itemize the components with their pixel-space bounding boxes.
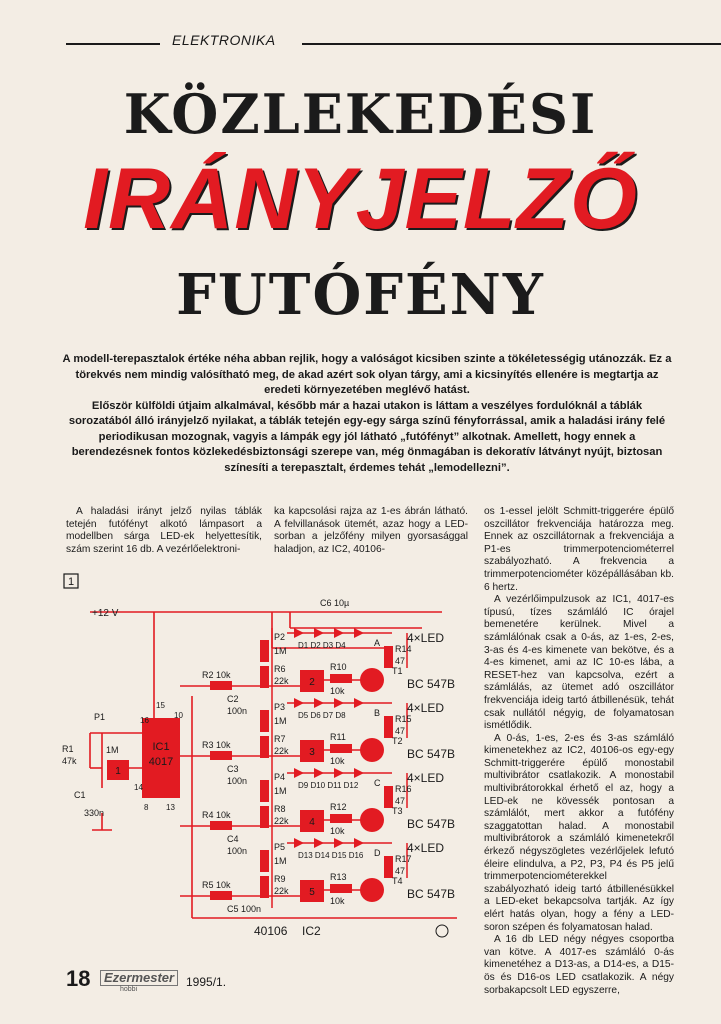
- stage-1-r-label: R2 10k: [202, 670, 231, 680]
- pin-10: 10: [174, 711, 183, 720]
- body-column-3: [484, 506, 674, 997]
- stage-4-transistor-label: T4: [392, 876, 403, 886]
- stage-1-led-1: [294, 628, 304, 638]
- pin-15: 15: [156, 701, 165, 710]
- stage-3-base-resistor: [330, 814, 352, 823]
- stage-2-transistor-type: BC 547B: [407, 747, 456, 761]
- col3-text-1: os 1-essel jelölt Schmitt-triggerére épülő oszcillátor frekvenciája határozza meg. Ennek az oszcillátornak a frekvenciája a P1-es trimmerpotenciométerrel szabályozható. A frekvencia a trimmerpotenciométer középállásában kb. 6 hertz.: [484, 506, 674, 593]
- stage-2-base-resistor: [330, 744, 352, 753]
- stage-3-tag: C: [374, 778, 381, 788]
- ic1-label: IC1: [152, 741, 170, 753]
- stage-3-rr-value: 22k: [274, 816, 289, 826]
- c1-value: 330n: [84, 808, 105, 818]
- stage-2-rr-label: R7: [274, 734, 286, 744]
- stage-4-collector-resistor: [384, 856, 393, 878]
- magazine-logo-sub: hobbi: [120, 986, 138, 993]
- pin-16: 16: [140, 716, 149, 725]
- stage-1-rr-label: R6: [274, 664, 286, 674]
- stage-1-collector-resistor: [384, 646, 393, 668]
- ic2-type: 40106: [254, 924, 288, 938]
- stage-4-p-value: 1M: [274, 856, 287, 866]
- stage-2-rb-value: 10k: [330, 756, 345, 766]
- stage-3-c-label: C4: [227, 834, 239, 844]
- stage-1-rt-label: R14: [395, 644, 412, 654]
- stage-3-collector-resistor: [384, 786, 393, 808]
- stage-1-rr-value: 22k: [274, 676, 289, 686]
- title-line-3: FUTÓFÉNY: [176, 262, 545, 328]
- stage-1-resistor: [210, 681, 232, 690]
- stage-1-gate-number: 2: [309, 677, 315, 688]
- stage-3-led-1: [294, 768, 304, 778]
- stage-1-rb-label: R10: [330, 662, 347, 672]
- col3-text-3: A 0-ás, 1-es, 2-es és 3-as számláló kimenetekhez az IC2, 40106-os egy-egy Schmitt-triggerére épülő monostabil multivibrátor csatlakozik. A monostabil multivibrátorokkal érhető el az, hogy a LED-ek ne kövessék pontosan a számlálót, mert akkor a futófény szaggatottan halad. A monostabil multivibrátorok a számláló kimenetekről érkező négyszögletes vezérlőjelek lefutó éleire elindulva, a P2, P3, P4 és P5 jelű trimmerpotenciométerekkel szabályozható ideig tartó átbillenésükkel a LED-eket bekapcsolva tartják. Az így elért hatás olyan, hogy a fény a LED-soron szépen és folyamatosan halad.: [484, 732, 674, 933]
- stage-3-c-value: 100n: [227, 846, 248, 856]
- header-rule-right: [302, 43, 721, 45]
- title-line-1: KÖZLEKEDÉSI: [123, 82, 598, 146]
- stage-3-led-count: 4×LED: [407, 771, 445, 785]
- header-rule-left: [66, 43, 160, 45]
- col3-text-2: A vezérlőimpulzusok az IC1, 4017-es típusú, tízes számláló IC órajel bemenetére kerülnek. Mivel a számlálónak csak a 0-ás, az 1-es, 2-es, 3-as és 4-es kimenete van bekötve, és a 4-es kimenet, ami az IC 10-es lába, a RESET-hez van kapcsolva, ezért a számlálás, az ütemet adó oszcillátor frekvenciája ideig tartó átbillenésük, tehát csak nullától négyig, de folyamatosan ismétlődik.: [484, 594, 674, 732]
- stage-4-series-resistor: [260, 876, 269, 898]
- stage-4-rr-label: R9: [274, 874, 286, 884]
- stage-4-led-1: [294, 838, 304, 848]
- stage-2-p-value: 1M: [274, 716, 287, 726]
- stage-2-led-names: D5 D6 D7 D8: [298, 711, 346, 720]
- svg-text:1: 1: [115, 766, 121, 777]
- stage-3-series-resistor: [260, 806, 269, 828]
- stage-1-c-value: 100n: [227, 706, 248, 716]
- stage-2-transistor: [360, 738, 384, 762]
- stage-2-series-resistor: [260, 736, 269, 758]
- p1-value: 1M: [106, 745, 119, 755]
- stage-1-led-names: D1 D2 D3 D4: [298, 641, 346, 650]
- lead-paragraph: [62, 352, 672, 476]
- stage-1-base-resistor: [330, 674, 352, 683]
- stage-2-led-4: [354, 698, 364, 708]
- section-label: ELEKTRONIKA: [172, 32, 276, 48]
- stage-1-led-2: [314, 628, 324, 638]
- stage-4-base-resistor: [330, 884, 352, 893]
- stage-3-led-3: [334, 768, 344, 778]
- stage-1-led-4: [354, 628, 364, 638]
- stage-1-tag: A: [374, 638, 381, 648]
- stage-2-rb-label: R11: [330, 732, 346, 742]
- stage-3-gate-number: 4: [309, 817, 315, 828]
- ic2-label: IC2: [302, 924, 321, 938]
- stage-3-rt-label: R16: [395, 784, 412, 794]
- stage-4-led-2: [314, 838, 324, 848]
- stage-4-c-label: C5 100n: [227, 904, 262, 914]
- stage-2-led-2: [314, 698, 324, 708]
- stage-2-collector-resistor: [384, 716, 393, 738]
- stage-2-tag: B: [374, 708, 381, 718]
- stage-2-led-1: [294, 698, 304, 708]
- stage-3-led-names: D9 D10 D11 D12: [298, 781, 359, 790]
- stage-4-transistor: [360, 878, 384, 902]
- c6-label: C6 10µ: [320, 598, 350, 608]
- stage-1-transistor: [360, 668, 384, 692]
- r1-value: 47k: [62, 756, 77, 766]
- stage-2-led-count: 4×LED: [407, 701, 445, 715]
- stage-4-led-names: D13 D14 D15 D16: [298, 851, 364, 860]
- r1-label: R1: [62, 744, 74, 754]
- stage-1-led-count: 4×LED: [407, 631, 445, 645]
- stage-3-led-4: [354, 768, 364, 778]
- stage-3-p-label: P4: [274, 772, 286, 782]
- page-number: 18: [66, 966, 91, 991]
- stage-2-trimmer: [260, 710, 269, 732]
- c1-label: C1: [74, 790, 86, 800]
- stage-2-gate-number: 3: [309, 747, 315, 758]
- stage-2-c-value: 100n: [227, 776, 248, 786]
- stage-4-rt-label: R17: [395, 854, 412, 864]
- stage-2-c-label: C3: [227, 764, 239, 774]
- stage-3-transistor-type: BC 547B: [407, 817, 456, 831]
- stage-4-gate-number: 5: [309, 887, 315, 898]
- stage-2-led-3: [334, 698, 344, 708]
- stage-3-led-2: [314, 768, 324, 778]
- stage-4-led-count: 4×LED: [407, 841, 445, 855]
- circuit-stages: [180, 628, 455, 914]
- author-mark: [436, 925, 448, 937]
- stage-3-trimmer: [260, 780, 269, 802]
- stage-3-r-label: R4 10k: [202, 810, 231, 820]
- stage-3-resistor: [210, 821, 232, 830]
- stage-1-series-resistor: [260, 666, 269, 688]
- stage-4-r-label: R5 10k: [202, 880, 231, 890]
- col3-text-4: A 16 db LED négy négyes csoportba van kötve. A 4017-es számláló 0-ás kimenetéhez a D13-as, a D14-es, a D15-ös és D16-os LED csatlakozik. A négy sorbakapcsolt LED egyszerre,: [484, 934, 674, 996]
- p1-label: P1: [94, 712, 106, 722]
- stage-4-rt-value: 47: [395, 866, 406, 876]
- stage-4-rr-value: 22k: [274, 886, 289, 896]
- stage-1-c-label: C2: [227, 694, 239, 704]
- stage-1-transistor-type: BC 547B: [407, 677, 456, 691]
- stage-2-r-label: R3 10k: [202, 740, 231, 750]
- stage-2-rr-value: 22k: [274, 746, 289, 756]
- stage-4-rb-label: R13: [330, 872, 347, 882]
- stage-1-trimmer: [260, 640, 269, 662]
- stage-2-resistor: [210, 751, 232, 760]
- stage-3-rr-label: R8: [274, 804, 286, 814]
- body-column-2: [274, 506, 468, 556]
- stage-1-led-3: [334, 628, 344, 638]
- lead-text-1: A modell-terepasztalok értéke néha abban rejlik, hogy a valóságot kicsiben szinte a tökéletességig utánozzák. Ez a törekvés nem mindig valósítható meg, de akad azért sok olyan tárgy, ami a kicsinyítés ellenére is megtartja az eredeti környezetében meglévő hatást.: [62, 353, 672, 396]
- ic1-type: 4017: [148, 756, 174, 768]
- magazine-logo: Ezermester: [100, 970, 178, 986]
- title-line-2: IRÁNYJELZŐ: [83, 151, 638, 247]
- figure-number: 1: [67, 576, 75, 588]
- issue-number: 1995/1.: [186, 975, 227, 989]
- stage-1-rb-value: 10k: [330, 686, 345, 696]
- supply-label: +12 V: [92, 608, 119, 619]
- stage-4-resistor: [210, 891, 232, 900]
- stage-1-p-value: 1M: [274, 646, 287, 656]
- body-column-1: [66, 506, 262, 556]
- pin-13: 13: [166, 803, 175, 812]
- stage-1-p-label: P2: [274, 632, 286, 642]
- stage-3-rb-value: 10k: [330, 826, 345, 836]
- stage-3-transistor-label: T3: [392, 806, 403, 816]
- stage-4-rb-value: 10k: [330, 896, 345, 906]
- stage-4-p-label: P5: [274, 842, 286, 852]
- stage-3-rt-value: 47: [395, 796, 406, 806]
- stage-2-transistor-label: T2: [392, 736, 403, 746]
- stage-3-p-value: 1M: [274, 786, 287, 796]
- col2-text: ka kapcsolási rajza az 1-es ábrán látható. A felvillanások ütemét, azaz hogy a LED-sorban a jelzőfény milyen gyorsasággal haladjon, az IC2, 40106-: [274, 506, 468, 555]
- stage-1-transistor-label: T1: [392, 666, 403, 676]
- stage-4-led-4: [354, 838, 364, 848]
- stage-1-rt-value: 47: [395, 656, 406, 666]
- stage-3-rb-label: R12: [330, 802, 347, 812]
- stage-4-tag: D: [374, 848, 381, 858]
- stage-2-rt-label: R15: [395, 714, 412, 724]
- stage-3-transistor: [360, 808, 384, 832]
- lead-text-2: Először külföldi útjaim alkalmával, később már a hazai utakon is láttam a veszélyes fordulóknál a táblák sorozatából álló irányjelző nyilakat, a táblák tetején egy-egy sárga színű fényforrással, amik a haladási irány felé periodikusan mozognak, vagyis a lámpák egy jól látható „futófényt” alkotnak. Amellett, hogy ennek a berendezésnek fontos közlekedésbiztonsági szerepe van, még önmagában is dekoratív látványt nyújt, biztosan színesíti a terepasztalt, érdemes tehát „lemodellezni”.: [68, 399, 666, 474]
- stage-4-transistor-type: BC 547B: [407, 887, 456, 901]
- pin-14: 14: [134, 783, 143, 792]
- circuit-diagram: [62, 568, 482, 948]
- stage-2-p-label: P3: [274, 702, 286, 712]
- pin-8: 8: [144, 803, 149, 812]
- stage-4-led-3: [334, 838, 344, 848]
- stage-4-trimmer: [260, 850, 269, 872]
- stage-2-rt-value: 47: [395, 726, 406, 736]
- col1-text: A haladási irányt jelző nyilas táblák tetején futófényt alkotó lámpasort a modellben sárga LED-ek helyettesítik, szám szerint 16 db. A vezérlőelektroni-: [66, 506, 262, 555]
